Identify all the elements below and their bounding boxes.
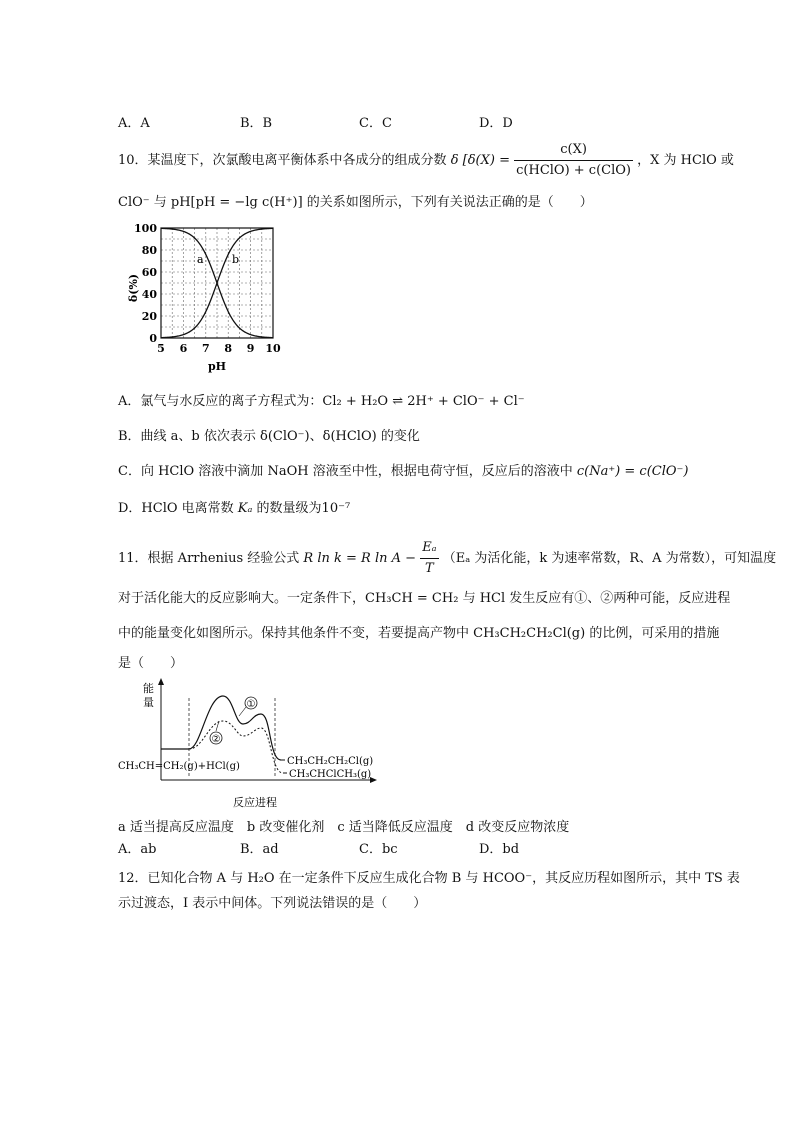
q10-stem-line2 <box>118 191 593 210</box>
q11-option-a: A．ab <box>118 842 157 857</box>
q10-chart <box>125 218 290 376</box>
chart-y-tick: 60 <box>141 266 157 279</box>
chart-xlabel: pH <box>207 360 227 373</box>
q10-fraction-num: c(X) <box>514 140 633 161</box>
q10-option-b: B．曲线 a、b 依次表示 δ(ClO⁻)、δ(HClO) 的变化 <box>118 429 420 444</box>
q10-option-c-eq: c(Na⁺) = c(ClO⁻) <box>576 464 689 479</box>
chart-y-tick: 0 <box>149 332 157 345</box>
q10-option-d <box>118 497 350 516</box>
diagram-y-arrow <box>158 678 164 685</box>
q9-option-a: A．A <box>118 116 150 131</box>
q10-option-c <box>118 460 688 479</box>
q11-number: 11． <box>118 551 148 566</box>
q11-fraction-den: T <box>425 561 434 576</box>
q10-line2-formula: ClO⁻ 与 pH[pH = −lg c(H⁺)] <box>118 195 303 210</box>
q10-fraction-den: c(HClO) + c(ClO) <box>516 163 631 178</box>
chart-y-tick: 40 <box>141 288 157 301</box>
q10-option-d-tail: 的数量级为 <box>256 501 322 516</box>
q11-stem-line2: 对于活化能大的反应影响大。一定条件下，CH₃CH = CH₂ 与 HCl 发生反应有①、②两种可能，反应进程 <box>118 591 731 606</box>
chart-ylabel: δ(%) <box>127 273 140 303</box>
q10-option-c-text: C．向 HClO 溶液中滴加 NaOH 溶液至中性，根据电荷守恒，反应后的溶液中 <box>118 464 573 479</box>
q10-option-d-text: D．HClO 电离常数 <box>118 501 234 516</box>
q12-stem-line2: 示过渡态，I 表示中间体。下列说法错误的是（ ） <box>118 896 427 911</box>
q9-option-b: B．B <box>240 116 273 131</box>
q10-stem-line1 <box>118 140 734 181</box>
diagram-ylabel-2: 量 <box>143 696 154 709</box>
q11-formula: R ln k = R ln A − <box>303 551 417 566</box>
q11-stem-line1 <box>118 538 776 579</box>
q10-line2-text: 的关系如图所示，下列有关说法正确的是（ ） <box>306 195 593 210</box>
q11-option-d: D．bd <box>479 842 520 857</box>
curve-b-label: b <box>232 253 240 266</box>
q11-energy-diagram <box>115 676 385 812</box>
diagram-xlabel: 反应进程 <box>233 796 277 809</box>
chart-x-tick: 6 <box>179 342 188 355</box>
chart-y-tick: 80 <box>141 244 157 257</box>
path-1-curve <box>161 696 281 760</box>
q11-option-b: B．ad <box>240 842 279 857</box>
q9-option-c: C．C <box>359 116 392 131</box>
q10-lead: 某温度下，次氯酸电离平衡体系中各成分的组成分数 <box>147 153 447 168</box>
q10-option-a-text: A．氯气与水反应的离子方程式为： <box>118 394 323 409</box>
diagram-product-2: CH₃CHClCH₃(g) <box>289 769 372 780</box>
q10-fraction <box>514 140 633 181</box>
q10-option-a <box>118 390 525 409</box>
chart-x-tick: 7 <box>201 342 210 355</box>
chart-y-tick: 20 <box>141 310 157 323</box>
chart-y-tick: 100 <box>134 222 157 235</box>
chart-x-tick: 10 <box>265 342 281 355</box>
q10-number: 10． <box>118 153 148 168</box>
q12-stem-line1 <box>118 867 740 886</box>
q9-option-d: D．D <box>479 116 513 131</box>
path-2-marker: ② <box>211 734 221 745</box>
q10-option-d-k: Kₐ <box>237 501 253 516</box>
path-1-leader <box>239 707 246 716</box>
diagram-product-1: CH₃CH₂CH₂Cl(g) <box>287 756 374 767</box>
q11-stem-line4: 是（ ） <box>118 656 184 671</box>
q10-tail: ，X 为 HClO 或 <box>637 153 734 168</box>
curve-a-label: a <box>197 253 204 266</box>
q11-line1-b: （Eₐ 为活化能，k 为速率常数，R、A 为常数），可知温度 <box>442 551 777 566</box>
path-1-marker: ① <box>246 699 256 710</box>
diagram-reactant: CH₃CH=CH₂(g)+HCl(g) <box>118 761 240 772</box>
path-2-leader <box>216 721 219 731</box>
q11-stem-line3: 中的能量变化如图所示。保持其他条件不变，若要提高产物中 CH₃CH₂CH₂Cl(g) 的比例，可采用的措施 <box>118 626 720 641</box>
chart-x-tick: 9 <box>246 342 255 355</box>
chart-x-tick: 5 <box>157 342 165 355</box>
q11-measures: a 适当提高反应温度 b 改变催化剂 c 适当降低反应温度 d 改变反应物浓度 <box>118 820 570 835</box>
q12-line1: 已知化合物 A 与 H₂O 在一定条件下反应生成化合物 B 与 HCOO⁻，其反应历程如图所示，其中 TS 表 <box>147 871 740 886</box>
q10-formula-prefix: δ [δ(X) = <box>450 153 510 168</box>
diagram-ylabel-1: 能 <box>143 682 154 695</box>
q12-number: 12． <box>118 871 148 886</box>
q11-line1-a: 根据 Arrhenius 经验公式 <box>147 551 300 566</box>
q10-option-a-eq: Cl₂ + H₂O ⇌ 2H⁺ + ClO⁻ + Cl⁻ <box>322 394 525 409</box>
q11-fraction-num: Eₐ <box>420 538 438 559</box>
chart-x-tick: 8 <box>224 342 233 355</box>
q11-fraction <box>420 538 438 579</box>
q11-option-c: C．bc <box>359 842 398 857</box>
q10-option-d-pow: 10⁻⁷ <box>321 501 351 516</box>
